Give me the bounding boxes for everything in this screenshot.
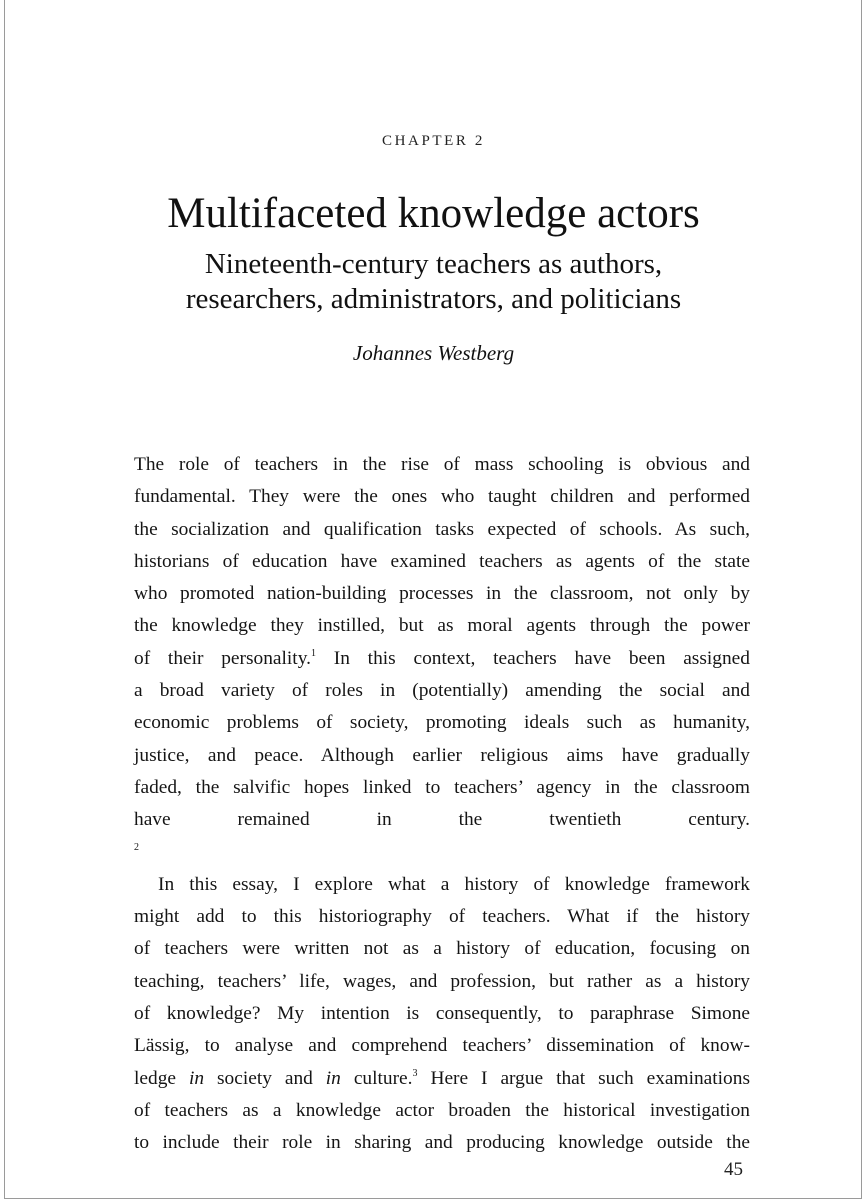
paragraph-1 (134, 449, 750, 869)
text-line: of knowledge? My intention is consequently, to paraphrase Simone (134, 1003, 750, 1025)
page-number: 45 (724, 1159, 743, 1180)
text-line: fundamental. They were the ones who taught children and performed (134, 486, 750, 508)
subtitle-line-2: researchers, administrators, and politicians (185, 283, 682, 315)
text-span: Here I argue that such examinations (417, 1067, 750, 1089)
italic-word: in (325, 1067, 341, 1089)
text-line: justice, and peace. Although earlier religious aims have gradually (134, 744, 750, 766)
text-line: who promoted nation-building processes in the classroom, not only by (134, 583, 750, 605)
text-line: The role of teachers in the rise of mass schooling is obvious and (134, 454, 750, 475)
text-line: Lässig, to analyse and comprehend teachers’ dissemination of know- (134, 1035, 750, 1057)
text-line (134, 1063, 750, 1095)
text-line: historians of education have examined teachers as agents of the state (134, 550, 750, 572)
text-line: economic problems of society, promoting ideals such as humanity, (134, 712, 750, 734)
text-line: of teachers as a knowledge actor broaden the historical investigation (134, 1099, 750, 1121)
text-line (134, 643, 750, 675)
chapter-title: Multifaceted knowledge actors (167, 190, 700, 237)
text-line: to include their role in sharing and producing knowledge outside the (134, 1132, 750, 1154)
text-line (134, 837, 750, 869)
subtitle-line-1: Nineteenth-century teachers as authors, (204, 248, 663, 280)
body-text (134, 449, 750, 1160)
text-line: have remained in the twentieth century. (134, 809, 750, 831)
text-line: the knowledge they instilled, but as moral agents through the power (134, 615, 750, 637)
author-name: Johannes Westberg (352, 341, 515, 365)
footnote-ref-2[interactable]: 2 (134, 841, 139, 853)
text-line: In this essay, I explore what a history of knowledge framework (158, 873, 750, 895)
text-line: faded, the salvific hopes linked to teachers’ agency in the classroom (134, 776, 750, 798)
text-line: of teachers were written not as a history of education, focusing on (134, 938, 750, 960)
italic-word: in (188, 1067, 205, 1089)
text-line: a broad variety of roles in (potentially) amending the social and (134, 680, 750, 702)
paragraph-2 (134, 869, 750, 1160)
text-span: of their personality. (134, 647, 311, 669)
text-span: In this context, teachers have been assigned (315, 647, 750, 669)
text-span: ledge (134, 1067, 189, 1089)
text-line: might add to this historiography of teachers. What if the history (134, 906, 750, 928)
text-line: teaching, teachers’ life, wages, and profession, but rather as a history (134, 970, 750, 992)
chapter-subtitle (0, 247, 867, 317)
footnote-ref-3[interactable]: 3 (412, 1067, 418, 1079)
text-line: the socialization and qualification tasks expected of schools. As such, (134, 518, 750, 540)
text-span: culture. (340, 1067, 413, 1089)
text-span: society and (204, 1067, 326, 1089)
chapter-label: CHAPTER 2 (382, 133, 485, 149)
footnote-ref-1[interactable]: 1 (310, 647, 316, 659)
